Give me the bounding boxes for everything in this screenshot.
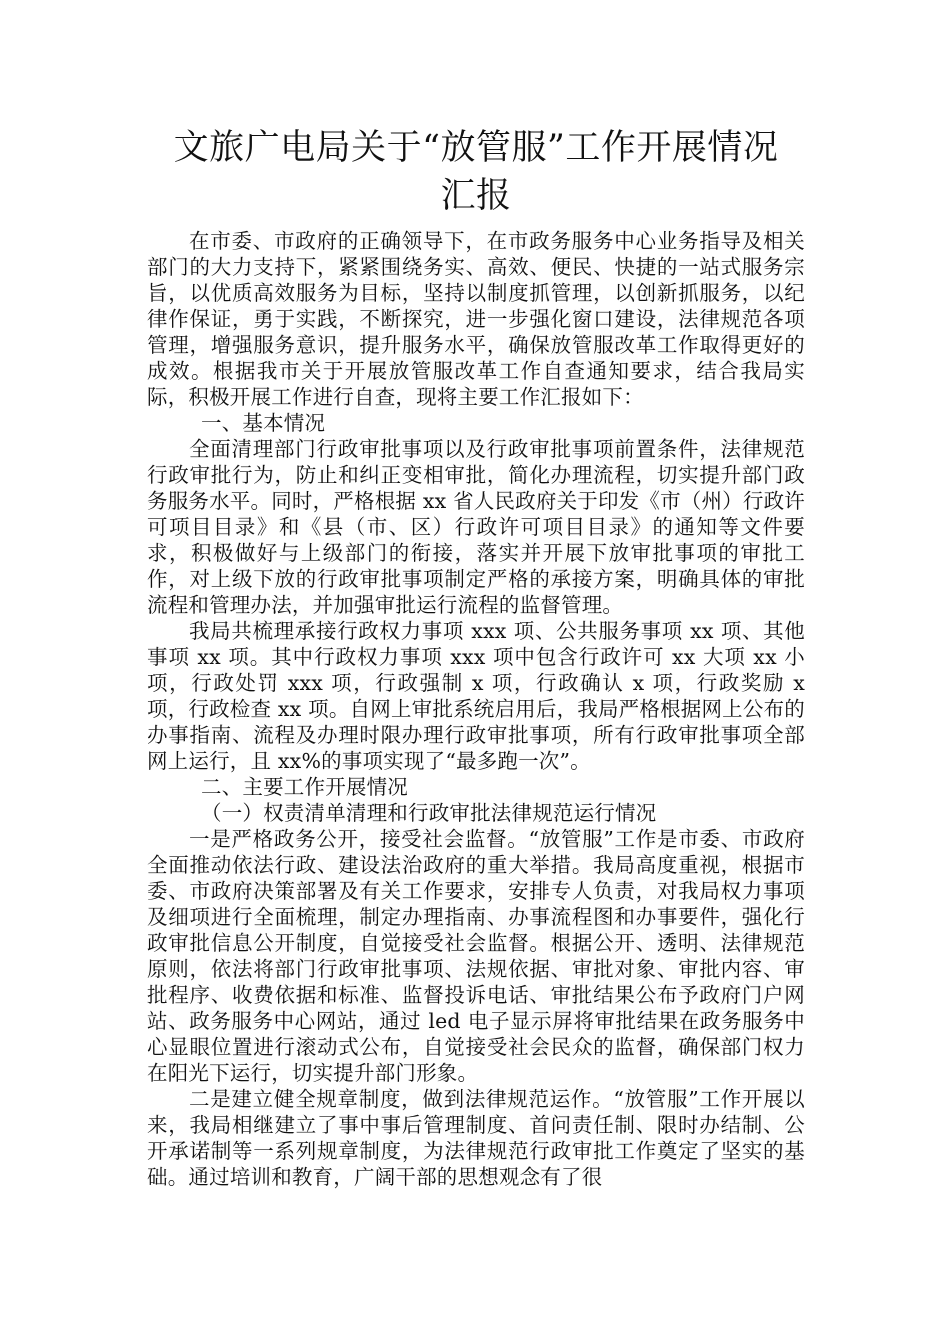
subsection-heading-1: （一）权责清单清理和行政审批法律规范运行情况 — [201, 801, 657, 825]
paragraph-work-1: 一是严格政务公开，接受社会监督。“放管服”工作是市委、市政府全面推动依法行政、建设法治政府的重大举措。我局高度重视，根据市委、市政府决策部署及有关工作要求，安排专人负责，对我局权力事项及细项进行全面梳理，制定办理指南、办事流程图和办事要件，强化行政审批信息公开制度，自觉接受社会监督。根据公开、透明、法律规范原则，依法将部门行政审批事项、法规依据、审批对象、审批内容、审批程序、收费依据和标准、监督投诉电话、审批结果公布予政府门户网站、政务服务中心网站，通过 led 电子显示屏将审批结果在政务服务中心显眼位置进行滚动式公布，自觉接受社会民众的监督，确保部门权力在阳光下运行，切实提升部门形象。 — [147, 827, 805, 1085]
title-line-2: 汇报 — [440, 176, 512, 216]
paragraph-basic-1: 全面清理部门行政审批事项以及行政审批事项前置条件，法律规范行政审批行为，防止和纠正变相审批，简化办理流程，切实提升部门政务服务水平。同时，严格根据 xx 省人民政府关于印发《市（州）行政许可项目目录》和《县（市、区）行政许可项目目录》的通知等文件要求，积极做好与上级部门的衔接，落实并开展下放审批事项的审批工作，对上级下放的行政审批事项制定严格的承接方案，明确具体的审批流程和管理办法，并加强审批运行流程的监督管理。 — [147, 437, 805, 617]
document-body — [147, 228, 805, 1190]
section-heading-basic: 一、基本情况 — [201, 411, 326, 435]
paragraph-work-2: 二是建立健全规章制度，做到法律规范运作。“放管服”工作开展以来，我局相继建立了事中事后管理制度、首问责任制、限时办结制、公开承诺制等一系列规章制度，为法律规范行政审批工作奠定了坚实的基础。通过培训和教育，广阔干部的思想观念有了很 — [147, 1087, 805, 1189]
section-heading-main-work: 二、主要工作开展情况 — [201, 775, 408, 799]
document-page — [147, 124, 805, 1190]
paragraph-intro: 在市委、市政府的正确领导下，在市政务服务中心业务指导及相关部门的大力支持下，紧紧围绕务实、高效、便民、快捷的一站式服务宗旨，以优质高效服务为目标，坚持以制度抓管理，以创新抓服务，以纪律作保证，勇于实践，不断探究，进一步强化窗口建设，法律规范各项管理，增强服务意识，提升服务水平，确保放管服改革工作取得更好的成效。根据我市关于开展放管服改革工作自查通知要求，结合我局实际，积极开展工作进行自查，现将主要工作汇报如下： — [147, 229, 805, 409]
document-title — [147, 124, 805, 220]
paragraph-basic-2: 我局共梳理承接行政权力事项 xxx 项、公共服务事项 xx 项、其他事项 xx 项。其中行政权力事项 xxx 项中包含行政许可 xx 大项 xx 小项，行政处罚 xxx 项，行政强制 x 项，行政确认 x 项，行政奖励 x 项，行政检查 xx 项。自网上审批系统启用后，我局严格根据网上公布的办事指南、流程及办理时限办理行政审批事项，所有行政审批事项全部网上运行，且 xx%的事项实现了“最多跑一次”。 — [147, 619, 805, 773]
title-line-1: 文旅广电局关于“放管服”工作开展情况 — [173, 128, 779, 168]
